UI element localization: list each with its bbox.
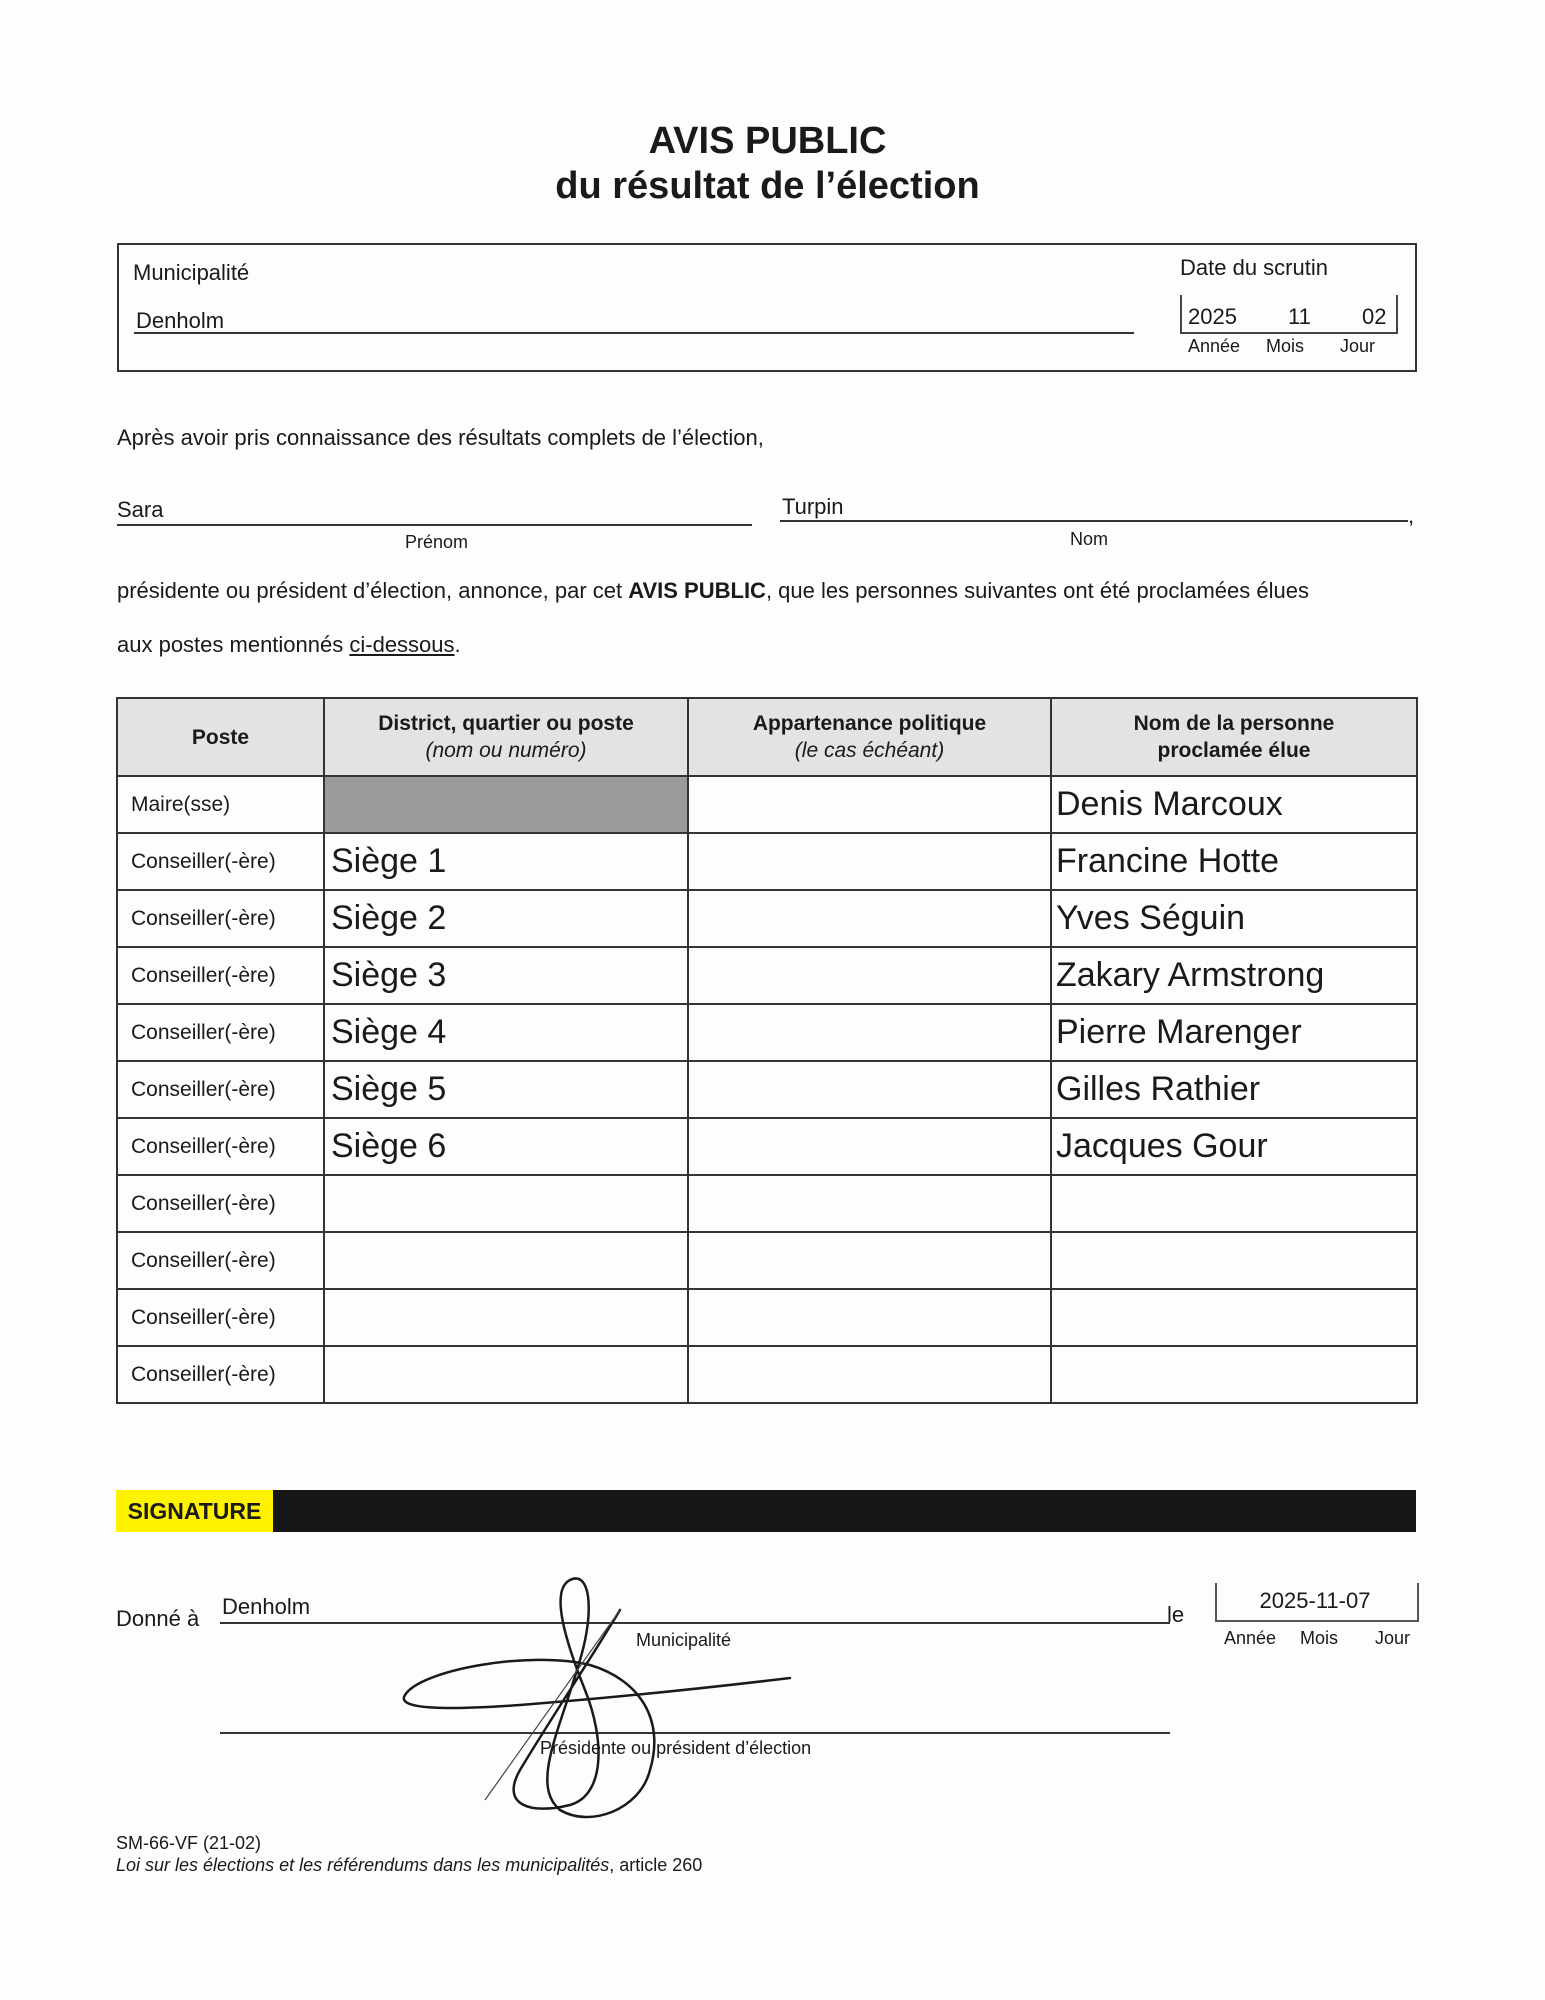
cell-district[interactable]: Siège 3 (324, 947, 688, 1004)
cell-district[interactable]: Siège 6 (324, 1118, 688, 1175)
table-row (117, 1175, 1417, 1232)
intro-line-2: présidente ou président d’élection, annonce, par cet AVIS PUBLIC, que les personnes suivantes ont été proclamées élues (117, 578, 1309, 603)
cell-district[interactable]: Siège 5 (324, 1061, 688, 1118)
table-row (117, 1118, 1417, 1175)
cell-poste: Conseiller(-ère) (117, 1289, 324, 1346)
signature-section-bar (273, 1490, 1416, 1532)
table-row (117, 1004, 1417, 1061)
cell-appartenance[interactable] (688, 947, 1051, 1004)
cell-district[interactable] (324, 1232, 688, 1289)
election-date-label: Date du scrutin (1180, 255, 1328, 280)
cell-appartenance[interactable] (688, 776, 1051, 833)
table-header-row (117, 698, 1417, 776)
election-date-day: 02 (1362, 304, 1387, 329)
cell-appartenance[interactable] (688, 1346, 1051, 1403)
signature-date-month-label: Mois (1300, 1628, 1339, 1648)
page-title: AVIS PUBLIC (648, 120, 887, 162)
cell-appartenance[interactable] (688, 1004, 1051, 1061)
date-day-label: Jour (1340, 336, 1376, 356)
cell-elu[interactable]: Pierre Marenger (1051, 1004, 1417, 1061)
last-name-field[interactable]: Turpin (782, 494, 844, 519)
given-at-municipality-label: Municipalité (636, 1630, 732, 1650)
cell-appartenance[interactable] (688, 833, 1051, 890)
header-poste: Poste (117, 698, 324, 776)
law-reference: Loi sur les élections et les référendums dans les municipalités, article 260 (116, 1855, 703, 1875)
cell-elu[interactable] (1051, 1175, 1417, 1232)
table-row (117, 1061, 1417, 1118)
cell-district[interactable]: Siège 1 (324, 833, 688, 890)
cell-poste: Maire(sse) (117, 776, 324, 833)
handwritten-signature-icon (390, 1570, 810, 1820)
cell-appartenance[interactable] (688, 1061, 1051, 1118)
signature-section-label: SIGNATURE (116, 1490, 273, 1532)
header-district: District, quartier ou poste (nom ou numéro) (324, 698, 688, 776)
header-nom-elu: Nom de la personne proclamée élue (1051, 698, 1417, 776)
ci-dessous-link[interactable]: ci-dessous (349, 632, 455, 657)
cell-elu[interactable] (1051, 1289, 1417, 1346)
date-month-label: Mois (1266, 336, 1305, 356)
first-name-field[interactable]: Sara (117, 497, 164, 522)
cell-poste: Conseiller(-ère) (117, 1232, 324, 1289)
cell-appartenance[interactable] (688, 1232, 1051, 1289)
cell-appartenance[interactable] (688, 1175, 1051, 1232)
cell-elu[interactable]: Denis Marcoux (1051, 776, 1417, 833)
cell-elu[interactable]: Zakary Armstrong (1051, 947, 1417, 1004)
municipality-underline (134, 332, 1134, 334)
cell-district[interactable]: Siège 2 (324, 890, 688, 947)
first-name-underline (117, 524, 752, 526)
cell-elu[interactable]: Gilles Rathier (1051, 1061, 1417, 1118)
election-date-year: 2025 (1188, 304, 1237, 329)
cell-poste: Conseiller(-ère) (117, 1061, 324, 1118)
municipality-field[interactable]: Denholm (136, 308, 225, 333)
last-name-label: Nom (1070, 529, 1109, 549)
first-name-label: Prénom (405, 532, 469, 552)
cell-district[interactable] (324, 1175, 688, 1232)
cell-poste: Conseiller(-ère) (117, 1175, 324, 1232)
cell-poste: Conseiller(-ère) (117, 1118, 324, 1175)
signature-date-year-label: Année (1224, 1628, 1277, 1648)
intro-line-1: Après avoir pris connaissance des résultats complets de l’élection, (117, 425, 764, 450)
cell-elu[interactable]: Francine Hotte (1051, 833, 1417, 890)
table-row (117, 1232, 1417, 1289)
cell-elu[interactable] (1051, 1346, 1417, 1403)
intro-line-3: aux postes mentionnés ci-dessous. (117, 632, 461, 657)
cell-district-shaded (324, 776, 688, 833)
cell-poste: Conseiller(-ère) (117, 890, 324, 947)
header-appartenance: Appartenance politique (le cas échéant) (688, 698, 1051, 776)
results-table (116, 697, 1418, 1404)
cell-district[interactable] (324, 1346, 688, 1403)
given-at-label: Donné à (116, 1606, 200, 1631)
cell-appartenance[interactable] (688, 890, 1051, 947)
cell-district[interactable] (324, 1289, 688, 1346)
comma: , (1408, 503, 1415, 528)
municipality-label: Municipalité (133, 260, 250, 285)
page-subtitle: du résultat de l’élection (555, 165, 980, 207)
officer-signature-label: Présidente ou président d’élection (540, 1738, 812, 1758)
cell-district[interactable]: Siège 4 (324, 1004, 688, 1061)
cell-appartenance[interactable] (688, 1289, 1051, 1346)
table-row (117, 1346, 1417, 1403)
cell-elu[interactable] (1051, 1232, 1417, 1289)
table-row (117, 1289, 1417, 1346)
cell-poste: Conseiller(-ère) (117, 1346, 324, 1403)
cell-poste: Conseiller(-ère) (117, 1004, 324, 1061)
table-row (117, 890, 1417, 947)
avis-public-bold: AVIS PUBLIC (628, 578, 766, 603)
election-date-month: 11 (1288, 304, 1311, 329)
signature-date-day-label: Jour (1375, 1628, 1411, 1648)
table-row (117, 833, 1417, 890)
given-at-field[interactable]: Denholm (222, 1594, 311, 1619)
cell-elu[interactable]: Jacques Gour (1051, 1118, 1417, 1175)
cell-poste: Conseiller(-ère) (117, 947, 324, 1004)
le-label: le (1167, 1602, 1185, 1627)
cell-elu[interactable]: Yves Séguin (1051, 890, 1417, 947)
table-row (117, 776, 1417, 833)
cell-appartenance[interactable] (688, 1118, 1051, 1175)
signature-date-value: 2025-11-07 (1259, 1588, 1371, 1613)
table-row (117, 947, 1417, 1004)
last-name-underline (780, 520, 1408, 522)
cell-poste: Conseiller(-ère) (117, 833, 324, 890)
form-code: SM-66-VF (21-02) (116, 1833, 262, 1853)
date-year-label: Année (1188, 336, 1241, 356)
